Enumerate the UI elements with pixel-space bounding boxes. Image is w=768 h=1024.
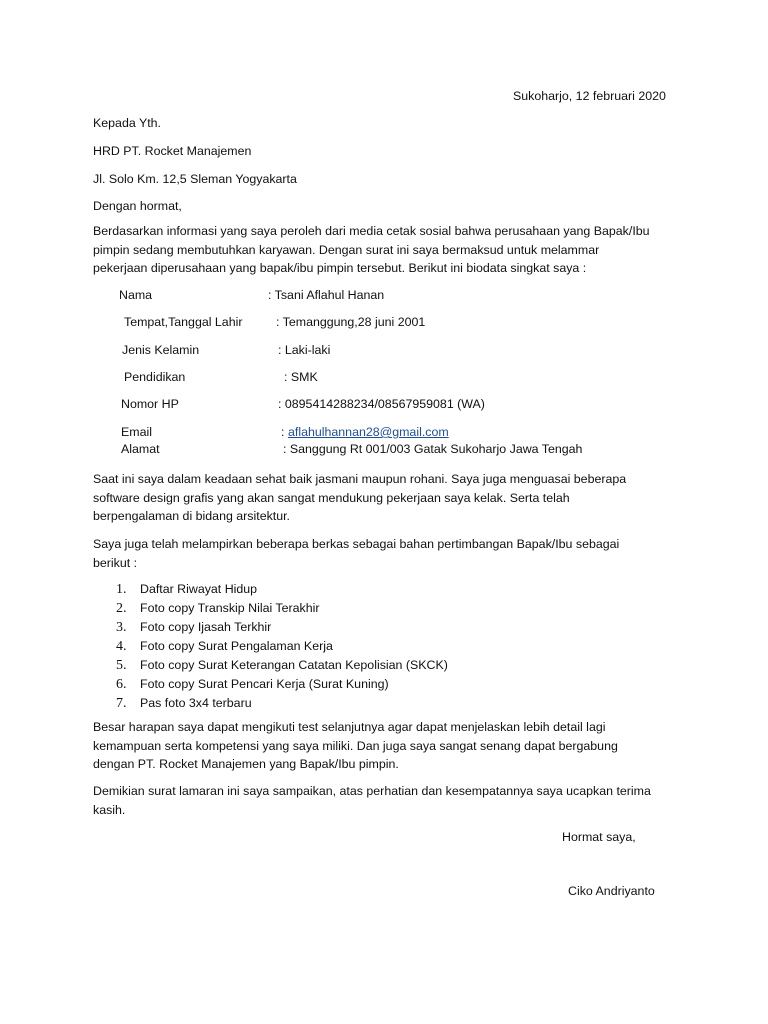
intro-line: pimpin sedang membutuhkan karyawan. Dengan surat ini saya bermaksud untuk melammar: [93, 242, 600, 257]
intro-line: Berdasarkan informasi yang saya peroleh dari media cetak sosial bahwa perusahaan yang Bapak/Ibu: [93, 224, 650, 238]
list-number: 3.: [116, 620, 127, 635]
hope-line: Besar harapan saya dapat mengikuti test selanjutnya agar dapat menjelaskan lebih detail lagi: [93, 720, 606, 734]
recipient-salutation: Kepada Yth.: [93, 116, 161, 130]
regards: Hormat saya,: [562, 830, 636, 844]
bio-row-address: [0, 440, 768, 458]
list-number: 1.: [116, 582, 127, 597]
health-line: berpengalaman di bidang arsitektur.: [93, 509, 291, 524]
closing-paragraph: [93, 782, 683, 819]
attachments-intro-line: Saya juga telah melampirkan beberapa berkas sebagai bahan pertimbangan Bapak/Ibu sebagai: [93, 537, 620, 551]
closing-line: Demikian surat lamaran ini saya sampaikan, atas perhatian dan kesempatannya saya ucapkan terima: [93, 784, 651, 798]
bio-label: Nomor HP: [121, 397, 179, 411]
health-paragraph: [93, 470, 683, 526]
list-number: 4.: [116, 639, 127, 654]
bio-label: Tempat,Tanggal Lahir: [124, 315, 243, 329]
bio-row-phone: [0, 395, 768, 413]
list-number: 6.: [116, 677, 127, 692]
closing-line: kasih.: [93, 802, 126, 817]
health-line: Saat ini saya dalam keadaan sehat baik jasmani maupun rohani. Saya juga menguasai beberapa: [93, 472, 627, 486]
list-text: Foto copy Surat Pencari Kerja (Surat Kuning): [140, 677, 389, 691]
list-text: Foto copy Surat Pengalaman Kerja: [140, 639, 333, 653]
bio-label: Pendidikan: [124, 370, 186, 384]
bio-label: Jenis Kelamin: [122, 343, 200, 357]
bio-row-name: [0, 286, 768, 304]
bio-label: Alamat: [121, 442, 160, 456]
list-text: Pas foto 3x4 terbaru: [140, 696, 252, 710]
health-line: software design grafis yang akan sangat mendukung pekerjaan saya kelak. Serta telah: [93, 490, 570, 505]
bio-row-email: [0, 423, 768, 441]
email-link[interactable]: aflahulhannan28@gmail.com: [288, 425, 449, 439]
bio-colon: :: [281, 425, 285, 439]
attachments-intro-line: berikut :: [93, 555, 138, 570]
attachments-intro: [93, 535, 683, 572]
bio-row-birth: [0, 313, 768, 331]
list-number: 5.: [116, 658, 127, 673]
bio-value: : 0895414288234/08567959081 (WA): [278, 397, 485, 411]
recipient-company: HRD PT. Rocket Manajemen: [93, 144, 252, 158]
list-text: Daftar Riwayat Hidup: [140, 582, 258, 596]
bio-value: : Tsani Aflahul Hanan: [268, 288, 385, 302]
intro-line: pekerjaan diperusahaan yang bapak/ibu pimpin tersebut. Berikut ini biodata singkat saya :: [93, 261, 587, 276]
bio-value: : Sanggung Rt 001/003 Gatak Sukoharjo Jawa Tengah: [283, 442, 583, 456]
bio-row-gender: [0, 341, 768, 359]
bio-value: : SMK: [284, 370, 318, 384]
hope-paragraph: [93, 718, 683, 774]
list-number: 7.: [116, 696, 127, 711]
greeting: Dengan hormat,: [93, 199, 182, 213]
hope-line: dengan PT. Rocket Manajemen yang Bapak/Ibu pimpin.: [93, 757, 399, 772]
bio-value: : Temanggung,28 juni 2001: [276, 315, 426, 329]
bio-label: Nama: [119, 288, 153, 302]
recipient-address: Jl. Solo Km. 12,5 Sleman Yogyakarta: [93, 172, 297, 186]
list-text: Foto copy Ijasah Terkhir: [140, 620, 272, 634]
list-text: Foto copy Transkip Nilai Terakhir: [140, 601, 320, 615]
bio-label: Email: [121, 425, 152, 439]
hope-line: kemampuan serta kompetensi yang saya miliki. Dan juga saya sangat senang dapat bergabung: [93, 738, 618, 753]
intro-paragraph: [93, 222, 683, 278]
bio-row-education: [0, 368, 768, 386]
list-text: Foto copy Surat Keterangan Catatan Kepolisian (SKCK): [140, 658, 448, 672]
list-number: 2.: [116, 601, 127, 616]
bio-value: : Laki-laki: [278, 343, 331, 357]
place-date: Sukoharjo, 12 februari 2020: [513, 89, 666, 103]
signer-name: Ciko Andriyanto: [568, 884, 655, 898]
